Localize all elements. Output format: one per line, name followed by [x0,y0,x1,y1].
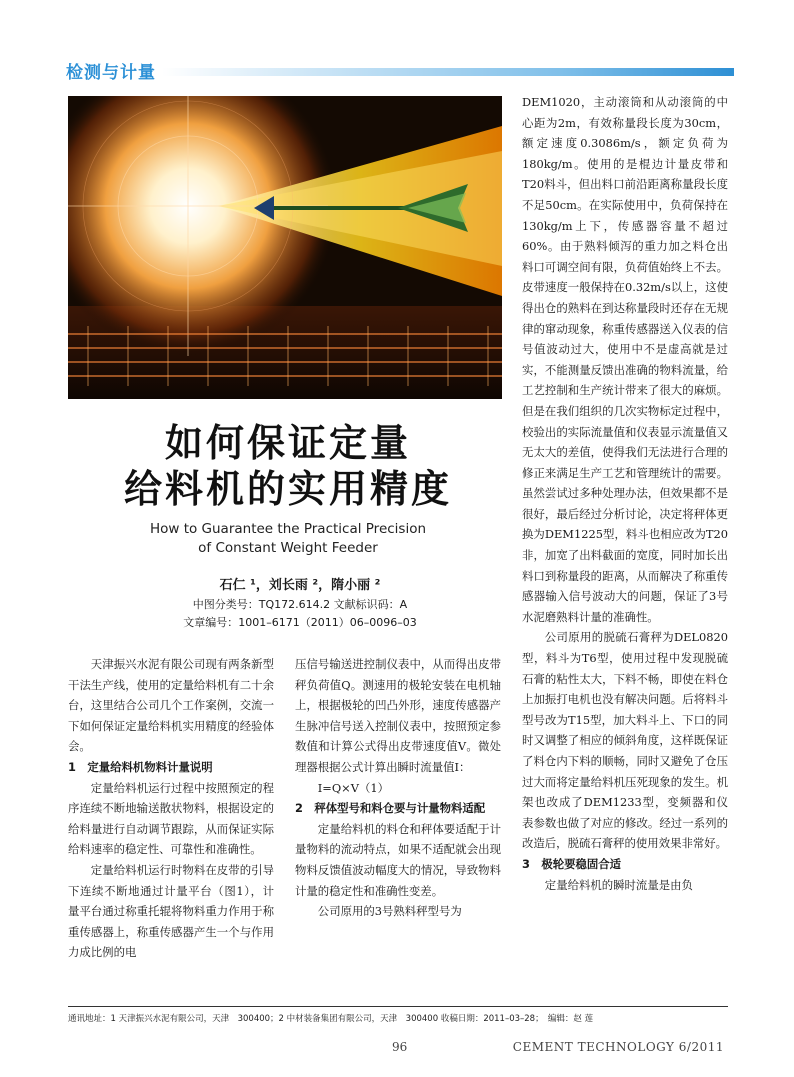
classification: 中图分类号：TQ172.614.2 文献标识码：A [192,598,408,611]
paragraph: DEM1020，主动滚筒和从动滚筒的中心距为2m，有效称量段长度为30cm，额定速度0.3086m/s，额定负荷为180kg/m。使用的是棍边计量皮带和T20料斗，但出料口前沿距离称量段长度不足50cm。在实际使用中，负荷保持在130kg/m上下，传感器容量不超过60%。由于熟料倾泻的重力加之料仓出料口可调空间有限，负荷值始终上不去。皮带速度一般保持在0.32m/s以上，这使得出仓的熟料在到达称量段时还存在无规律的窜动现象，称重传感器送入仪表的信号值波动过大，使用中不是虚高就是过实，不能测量反馈出准确的物料流量，给工艺控制和生产统计带来了很大的麻烦。但是在我们组织的几次实物标定过程中，校验出的实际流量值和仪表显示流量值又无太大的差值，使得我们无法进行合理的修正来满足生产工艺和管理统计的需要。虽然尝试过多种处理办法，但效果都不是很好，最后经过分析讨论，决定将秤体更换为DEM1225型，料斗也相应改为T20非，加宽了出料截面的宽度，同时加长出料口到称量段的距离，从而解决了称重传感器输入信号波动大的问题，保证了3号水泥磨熟料计量的准确性。 [522,95,728,624]
journal-name: CEMENT TECHNOLOGY 6/2011 [512,1040,724,1054]
paragraph: 压信号输送进控制仪表中，从而得出皮带秤负荷值Q。测速用的极轮安装在电机轴上，根据极轮的凹凸外形，速度传感器产生脉冲信号送入控制仪表中，按照预定参数值和计算公式得出皮带速度值V。微处理器根据公式计算出瞬时流量值I： [295,657,501,774]
section-header [64,60,734,82]
formula: I=Q×V（1） [317,780,389,795]
paragraph: 定量给料机运行时物料在皮带的引导下连续不断地通过计量平台（图1），计量平台通过称重托辊将物料重力作用于称重传感器上，称重传感器产生一个与作用力成比例的电 [68,862,274,960]
section-label: 检测与计量 [66,63,156,83]
paragraph: 定量给料机运行过程中按照预定的程序连续不断地输送散状物料，根据设定的给料量进行自动调节跟踪，从而保证实际给料速率的稳定性、可靠性和准确性。 [68,780,274,857]
authors: 石仁 ¹，刘长雨 ²，隋小丽 ² [219,578,381,593]
paragraph: 定量给料机的料仓和秤体要适配于计量物料的流动特点，如果不适配就会出现物料反馈值波动幅度大的情况，导致物料计量的稳定性和准确性变差。 [295,821,501,898]
paragraph: 天津振兴水泥有限公司现有两条新型干法生产线，使用的定量给料机有二十余台，这里结合公司几个工作案例，交流一下如何保证定量给料机实用精度的经验体会。 [68,657,274,754]
paragraph: 公司原用的3号熟料秤型号为 [317,904,462,919]
arrow-target-illustration [68,96,502,399]
body-column-2 [295,654,501,922]
byline [140,576,460,632]
paragraph: 定量给料机的瞬时流量是由负 [544,877,693,892]
title-en-line2: of Constant Weight Feeder [198,540,378,556]
section-heading: 2 秤体型号和料仓要与计量物料适配 [295,801,486,816]
page-number: 96 [392,1040,408,1054]
header-gradient-bar [162,68,734,76]
body-column-1 [68,654,274,963]
section-heading: 3 极轮要稳固合适 [522,856,622,871]
title-cn-line2: 给料机的实用精度 [123,467,452,511]
footnote-divider [68,1006,728,1007]
title-en-line1: How to Guarantee the Practical Precision [149,521,427,537]
footnote: 通讯地址：1 天津振兴水泥有限公司，天津 300400；2 中材装备集团有限公司，天津 300400 收稿日期：2011–03–28； 编辑：赵 莲 [68,1014,594,1024]
hero-illustration [68,96,502,399]
article-title [68,420,508,558]
title-cn-line1: 如何保证定量 [164,421,411,465]
section-heading: 1 定量给料机物料计量说明 [68,759,213,774]
paragraph: 公司原用的脱硫石膏秤为DEL0820型，料斗为T6型，使用过程中发现脱硫石膏的粘性太大，下料不畅，即使在料仓上加振打电机也没有解决问题。后将料斗型号改为T15型，加大料斗上、下口的同时又调整了相应的倾斜角度，这样既保证了料仓内下料的顺畅，同时又避免了仓压过大而将定量给料机压死现象的发生。机架也改成了DEM1233型，变频器和仪表参数也做了对应的修改。经过一系列的改造后，脱硫石膏秤的使用效果非常好。 [522,630,728,851]
body-column-3 [522,92,728,895]
article-number: 文章编号：1001–6171（2011）06–0096–03 [183,616,417,629]
